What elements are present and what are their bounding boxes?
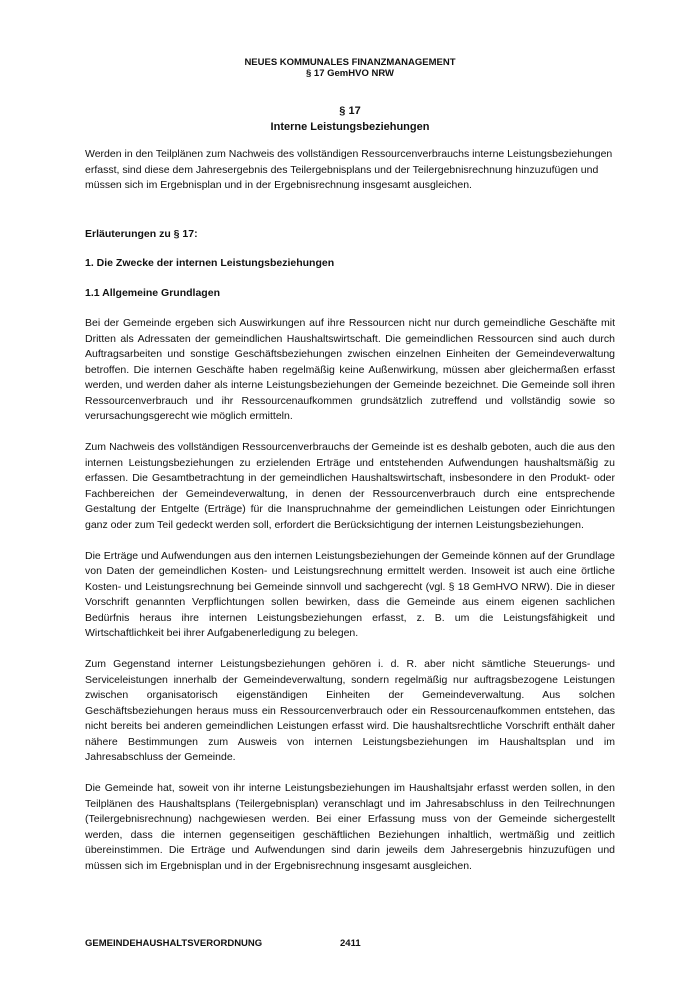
footer-title: GEMEINDEHAUSHALTSVERORDNUNG	[85, 938, 263, 949]
page-number: 2411	[340, 938, 361, 949]
section-title: Interne Leistungsbeziehungen	[270, 121, 430, 133]
chapter-heading: 1. Die Zwecke der internen Leistungsbeziehungen	[85, 257, 335, 269]
paragraph: Bei der Gemeinde ergeben sich Auswirkungen auf ihre Ressourcen nicht nur durch gemeindliche Geschäfte mit Dritten als Adressaten der gemeindlichen Haushaltswirtschaft. Die gemeindlichen Ressourcen sind auch durch Auftragsarbeiten und sonstige Geschäftsbeziehungen zwischen einzelnen Einheiten der Gemeindeverwaltung betroffen. Die internen Geschäfte haben regelmäßig keine Außenwirkung, müssen aber gleichermaßen erfasst werden, und werden daher als interne Leistungsbeziehungen der Gemeinde bezeichnet. Die Gemeinde soll ihren Ressourcenverbrauch und ihr Ressourcenaufkommen grundsätzlich zutreffend und vollständig sowie so verursachungsgerecht wie möglich ermitteln.	[85, 317, 615, 422]
explanation-body	[85, 316, 615, 890]
paragraph: Zum Nachweis des vollständigen Ressourcenverbrauchs der Gemeinde ist es deshalb geboten, auch die aus den internen Leistungsbeziehungen zu erzielenden Erträge und entstehenden Aufwendungen haushaltsmäßig zu erfassen. Die Gesamtbetrachtung in der gemeindlichen Haushaltswirtschaft, insbesondere in den Produkt- oder Fachbereichen der Gemeindeverwaltung, in denen der Ressourcenverbrauch durch eine entsprechende Gestaltung der Entgelte (Erträge) für die Inanspruchnahme der gemeindlichen Leistungen oder Einrichtungen ganz oder zum Teil gedeckt werden soll, erfordert die Berücksichtigung der internen Leistungsbeziehungen.	[85, 441, 615, 531]
section-text: Werden in den Teilplänen zum Nachweis des vollständigen Ressourcenverbrauchs interne Leistungsbeziehungen erfasst, sind diese dem Jahresergebnis des Teilergebnisplans und der Teilergebnisrechnung hinzuzufügen und müssen sich im Ergebnisplan und in der Ergebnisrechnung insgesamt ausgleichen.	[85, 148, 613, 191]
section-number: § 17	[339, 105, 361, 117]
page-footer	[85, 938, 361, 950]
section-text-block	[85, 147, 615, 194]
paragraph: Die Erträge und Aufwendungen aus den internen Leistungsbeziehungen der Gemeinde können auf der Grundlage von Daten der gemeindlichen Kosten- und Leistungsrechnung ermittelt werden. Insoweit ist auch eine örtliche Kosten- und Leistungsrechnung bei Gemeinde sinnvoll und sachgerecht (vgl. § 18 GemHVO NRW). Die in dieser Vorschrift genannten Verpflichtungen sollen bewirken, dass die Gemeinde aus einem eigenen sachlichen Bedürfnis heraus ihre internen Leistungsbeziehungen erfasst, z. B. um die Leistungsfähigkeit und Wirtschaftlichkeit bei ihrer Aufgabenerledigung zu belegen.	[85, 549, 615, 639]
document-header	[0, 57, 700, 79]
header-subtitle: § 17 GemHVO NRW	[306, 68, 394, 79]
paragraph: Die Gemeinde hat, soweit von ihr interne Leistungsbeziehungen im Haushaltsjahr erfasst werden sollen, in den Teilplänen des Haushaltsplans (Teilergebnisplan) veranschlagt und im Jahresabschluss in den Teilrechnungen (Teilergebnisrechnung) nachgewiesen werden. Bei einer Erfassung muss von der Gemeinde sichergestellt werden, dass die internen gegenseitigen geschäftlichen Beziehungen inhaltlich, wertmäßig und zeitlich übereinstimmen. Die Erträge und Aufwendungen sind darin jeweils dem Jahresergebnis hinzuzufügen und müssen sich im Ergebnisplan und in der Ergebnisrechnung insgesamt ausgleichen.	[85, 782, 615, 872]
explanations-heading: Erläuterungen zu § 17:	[85, 228, 198, 240]
header-title: NEUES KOMMUNALES FINANZMANAGEMENT	[244, 57, 456, 68]
section-heading	[0, 103, 700, 135]
subchapter-heading: 1.1 Allgemeine Grundlagen	[85, 287, 220, 299]
paragraph: Zum Gegenstand interner Leistungsbeziehungen gehören i. d. R. aber nicht sämtliche Steuerungs- und Serviceleistungen innerhalb der Gemeindeverwaltung, sondern regelmäßig nur auftragsbezogene Leistungen zwischen organisatorisch eigenständigen Einheiten der Gemeindeverwaltung. Aus solchen Geschäftsbeziehungen heraus muss ein Ressourcenverbrauch oder ein Ressourcenaufkommen entstehen, das nicht bereits bei anderen gemeindlichen Leistungen erfasst wird. Die haushaltsrechtliche Vorschrift enthält daher nähere Bestimmungen zum Ausweis von internen Leistungsbeziehungen im Haushaltsplan und im Jahresabschluss der Gemeinde.	[85, 658, 615, 763]
